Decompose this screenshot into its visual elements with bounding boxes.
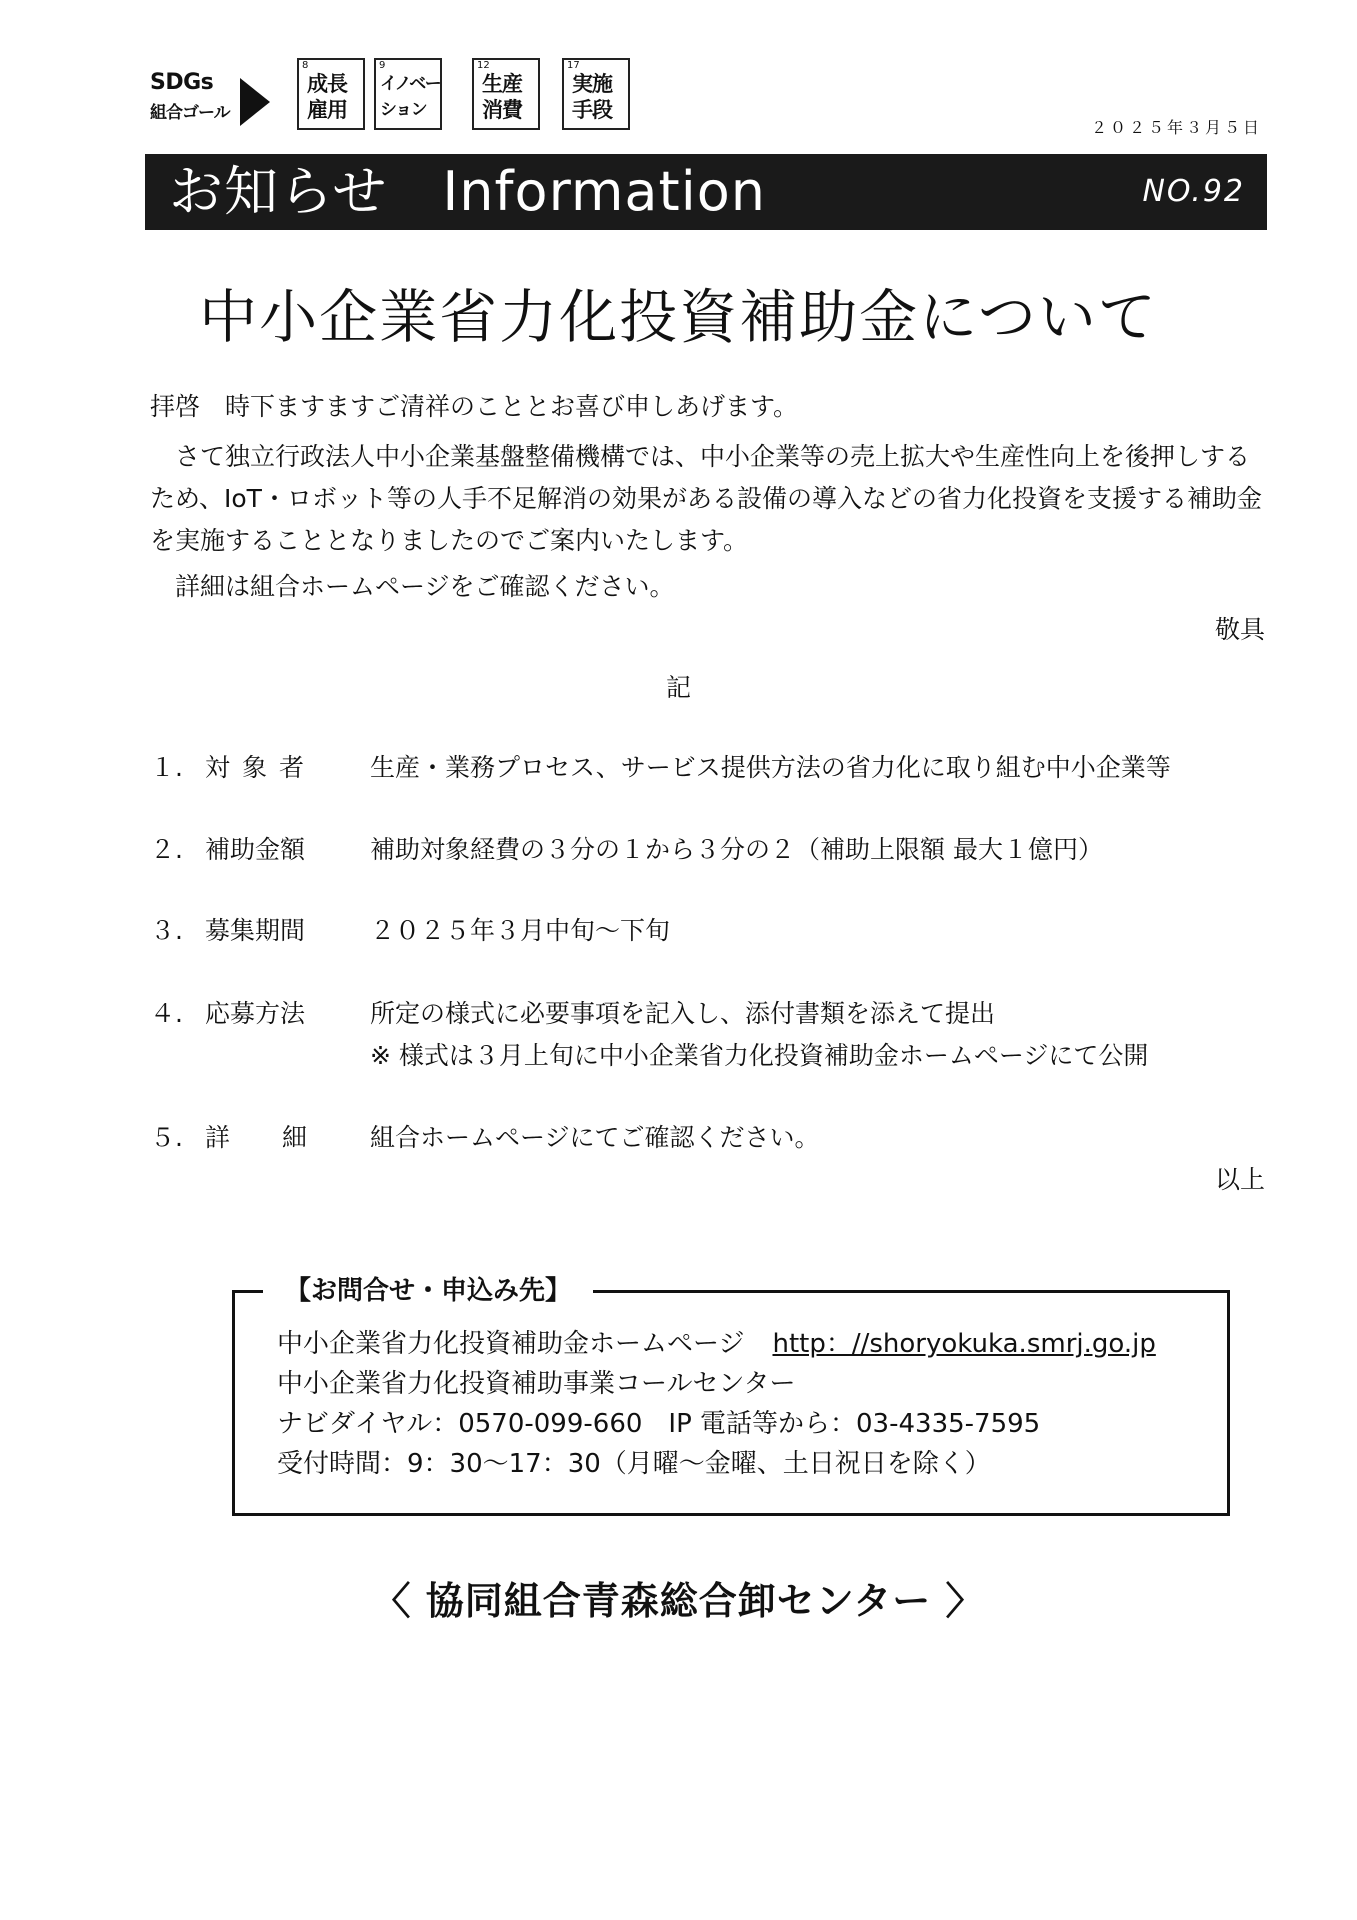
goal-label: 実施	[572, 72, 612, 96]
item-label: 対象者	[205, 753, 317, 782]
goal-label: 手段	[572, 98, 612, 122]
contact-heading: 【お問合せ・申込み先】	[263, 1271, 593, 1311]
sdgs-goal-9	[374, 58, 442, 130]
sdgs-logo	[150, 68, 275, 128]
item-method-note: ※ 様式は３月上旬に中小企業省力化投資補助金ホームページにて公開	[370, 1041, 1149, 1070]
item-label: 詳細	[205, 1123, 360, 1152]
item-value: 組合ホームページにてご確認ください。	[370, 1123, 820, 1152]
sdgs-goal-8	[297, 58, 365, 130]
goal-label: イノベー	[380, 74, 441, 94]
item-value: 所定の様式に必要事項を記入し、添付書類を添えて提出	[370, 999, 996, 1028]
goal-label: ション	[380, 100, 427, 120]
organization-name: 〈 協同組合青森総合卸センター 〉	[372, 1579, 985, 1623]
item-value: 生産・業務プロセス、サービス提供方法の省力化に取り組む中小企業等	[370, 753, 1171, 782]
office-hours: 受付時間：9：30～17：30（月曜～金曜、土日祝日を除く）	[277, 1449, 991, 1479]
item-number: ３.	[150, 916, 183, 945]
page-title: 中小企業省力化投資補助金について	[199, 283, 1158, 351]
goal-number: 17	[567, 60, 580, 71]
item-value: 補助対象経費の３分の１から３分の２（補助上限額 最大１億円）	[370, 835, 1103, 864]
ki-heading: 記	[665, 673, 691, 702]
sdgs-logo-text: SDGs	[150, 70, 214, 95]
item-label: 募集期間	[205, 916, 306, 945]
closing-word: 敬具	[1214, 615, 1265, 644]
item-period	[150, 911, 670, 951]
phone-numbers: ナビダイヤル：0570-099-660 IP 電話等から：03-4335-7595	[277, 1409, 1041, 1439]
goal-number: 12	[477, 60, 490, 71]
goal-number: 8	[302, 60, 309, 71]
goal-label: 消費	[482, 98, 522, 122]
item-label: 補助金額	[205, 835, 306, 864]
call-center: 中小企業省力化投資補助事業コールセンター	[277, 1369, 796, 1399]
goal-label: 成長	[307, 72, 347, 96]
sdgs-logo-subtext: 組合ゴール	[150, 103, 230, 123]
item-number: １.	[150, 753, 183, 782]
item-number: ２.	[150, 835, 183, 864]
banner-title: お知らせ Information	[169, 160, 766, 223]
end-word: 以上	[1214, 1165, 1265, 1194]
item-amount	[150, 830, 1103, 870]
homepage-label: 中小企業省力化投資補助金ホームページ	[277, 1329, 745, 1359]
item-detail	[150, 1118, 820, 1158]
item-method	[150, 994, 995, 1034]
contact-box	[232, 1276, 1230, 1516]
body-paragraph: さて独立行政法人中小企業基盤整備機構では、中小企業等の売上拡大や生産性向上を後押しするため、IoT・ロボット等の人手不足解消の効果がある設備の導入などの省力化投資を支援する補助金を実施することとなりましたのでご案内いたします。	[150, 442, 1262, 555]
homepage-line	[277, 1325, 1156, 1363]
information-banner	[145, 154, 1267, 230]
goal-label: 雇用	[307, 98, 347, 122]
greeting: 拝啓 時下ますますご清祥のこととお喜び申しあげます。	[150, 392, 799, 421]
goal-number: 9	[379, 60, 386, 71]
issue-number: NO.92	[1142, 174, 1245, 209]
item-value: ２０２５年３月中旬～下旬	[370, 916, 671, 945]
item-label: 応募方法	[205, 999, 306, 1028]
item-target	[150, 748, 1171, 788]
detail-note: 詳細は組合ホームページをご確認ください。	[175, 572, 675, 601]
item-number: ５.	[150, 1123, 183, 1152]
issue-date: ２０２５年３月５日	[1090, 118, 1262, 137]
sdgs-goal-12	[472, 58, 540, 130]
arrow-right-icon	[240, 78, 270, 126]
sdgs-goal-17	[562, 58, 630, 130]
homepage-link[interactable]: http：//shoryokuka.smrj.go.jp	[772, 1329, 1156, 1359]
goal-label: 生産	[482, 72, 522, 96]
item-number: ４.	[150, 999, 183, 1028]
